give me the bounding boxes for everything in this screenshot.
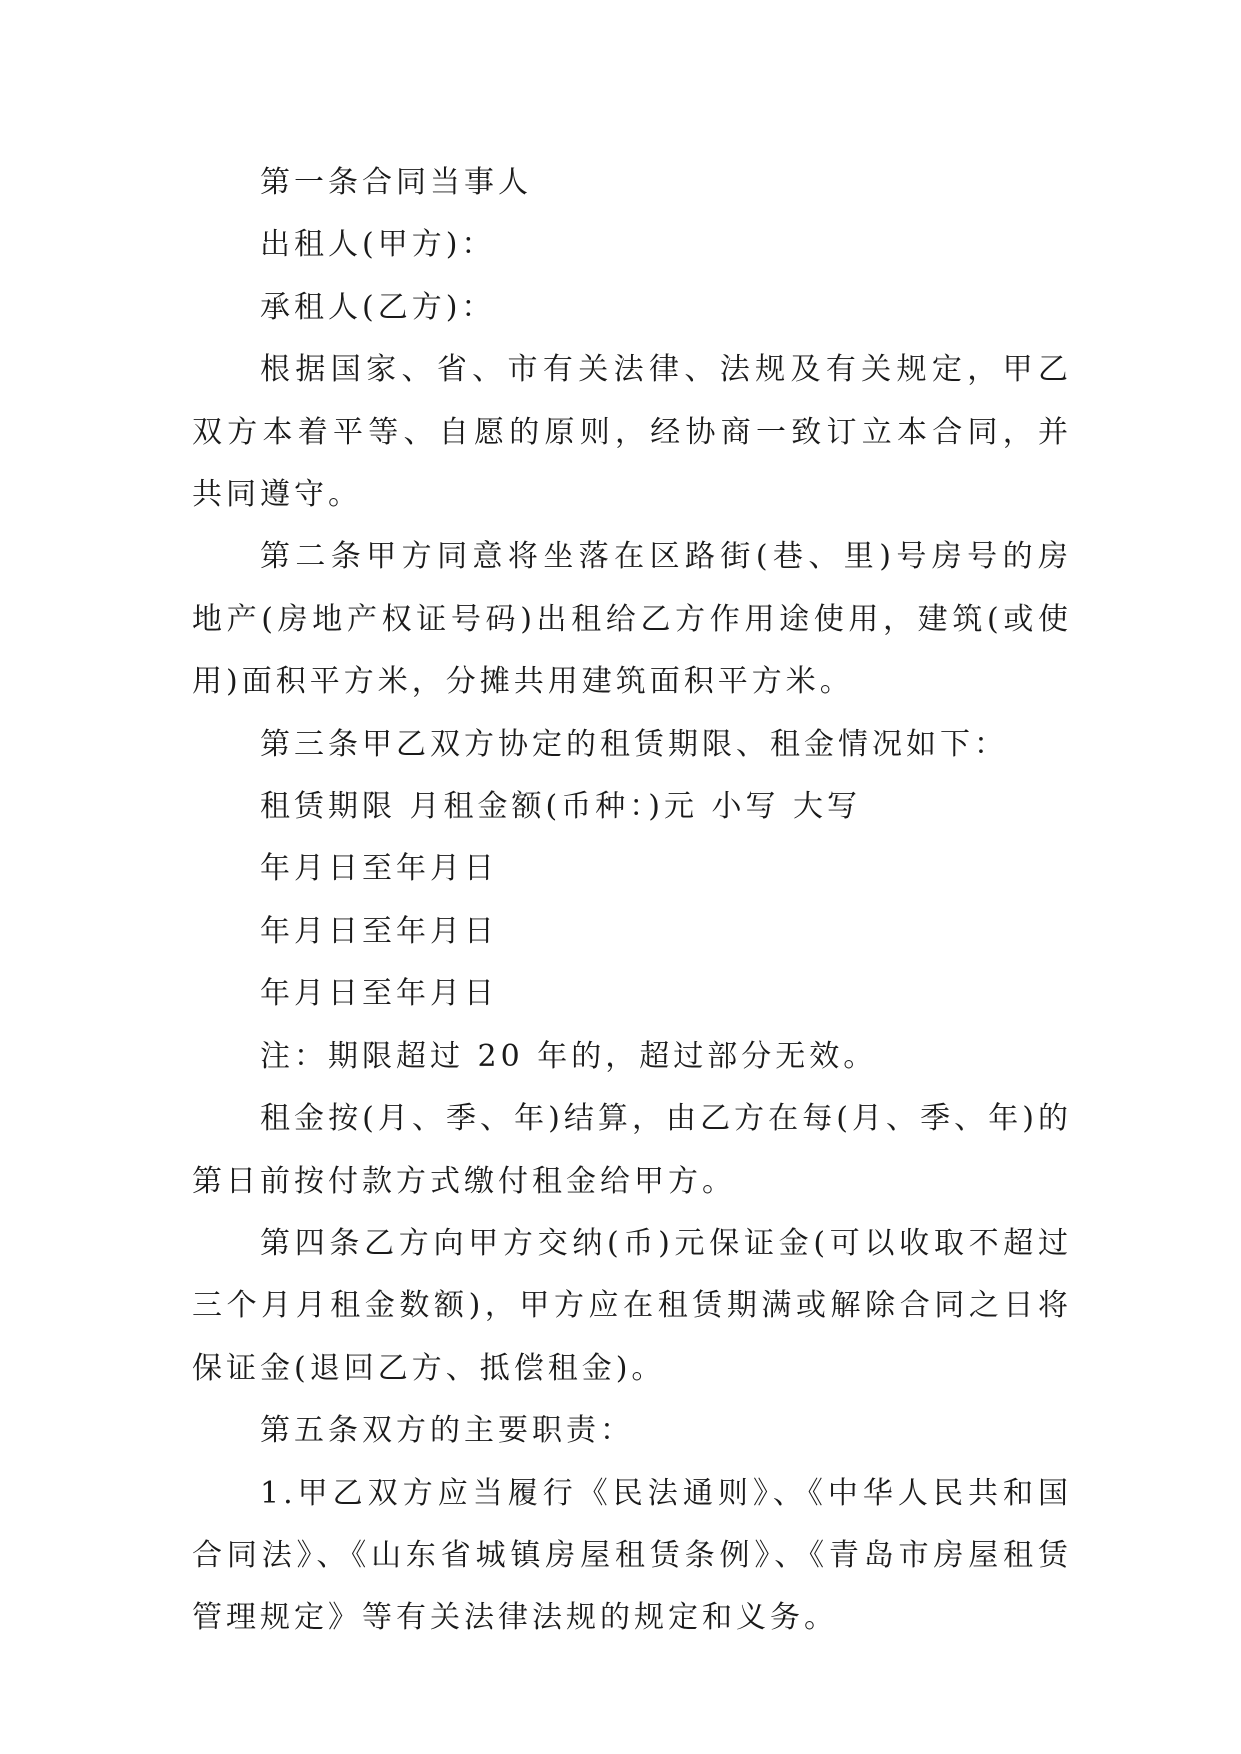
paragraph-article-1-title: 第一条合同当事人 <box>260 165 532 200</box>
paragraph-lessor: 出租人(甲方)： <box>260 227 496 263</box>
paragraph-rent-period-2: 年月日至年月日 <box>260 913 498 949</box>
paragraph-article-5: 第五条双方的主要职责： <box>260 1413 634 1449</box>
paragraph-rent-period-1: 年月日至年月日 <box>260 851 498 887</box>
paragraph-article-2: 第二条甲方同意将坐落在区路街(巷、里)号房号的房地产(房地产权证号码)出租给乙方作用途使用，建筑(或使用)面积平方米，分摊共用建筑面积平方米。 <box>192 539 1072 700</box>
document-body <box>192 152 1072 1650</box>
paragraph-lessee: 承租人(乙方)： <box>260 289 496 325</box>
paragraph-rent-table-header: 租赁期限 月租金额(币种：)元 小写 大写 <box>260 789 862 825</box>
paragraph-article-4: 第四条乙方向甲方交纳(币)元保证金(可以收取不超过三个月月租金数额)，甲方应在租赁期满或解除合同之日将保证金(退回乙方、抵偿租金)。 <box>192 1225 1072 1386</box>
paragraph-article-5-item-1: 1.甲乙双方应当履行《民法通则》、《中华人民共和国合同法》、《山东省城镇房屋租赁条例》、《青岛市房屋租赁管理规定》等有关法律法规的规定和义务。 <box>192 1475 1072 1636</box>
paragraph-legal-basis: 根据国家、省、市有关法律、法规及有关规定，甲乙双方本着平等、自愿的原则，经协商一致订立本合同，并共同遵守。 <box>192 352 1072 513</box>
paragraph-note: 注：期限超过 20 年的，超过部分无效。 <box>260 1038 878 1074</box>
paragraph-rent-period-3: 年月日至年月日 <box>260 976 498 1012</box>
paragraph-rent-settlement: 租金按(月、季、年)结算，由乙方在每(月、季、年)的第日前按付款方式缴付租金给甲方。 <box>192 1101 1072 1199</box>
paragraph-article-3: 第三条甲乙双方协定的租赁期限、租金情况如下： <box>260 726 1008 762</box>
